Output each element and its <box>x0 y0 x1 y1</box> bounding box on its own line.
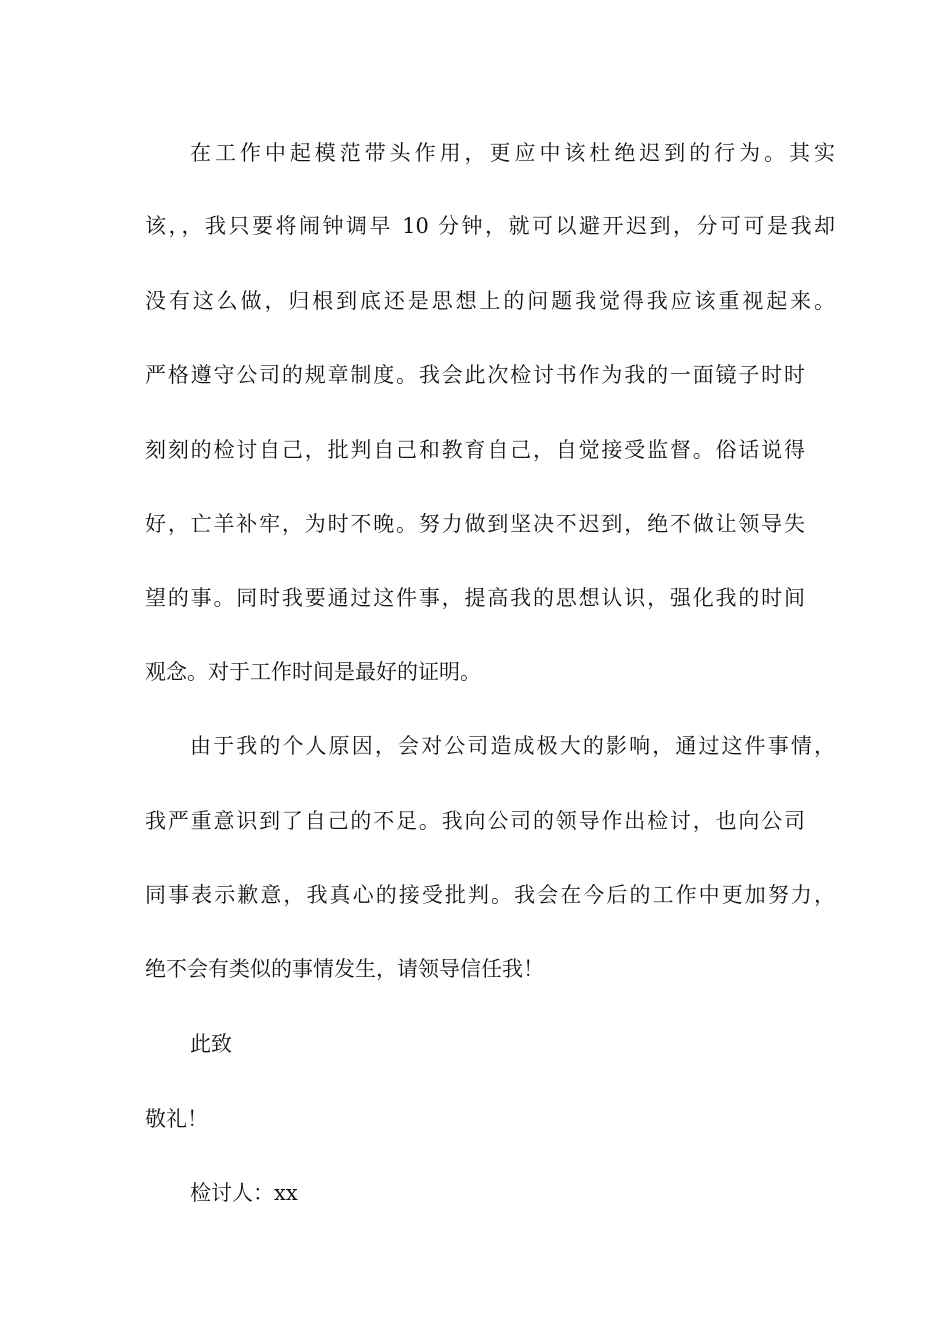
paragraph-1-line-2: 该，，我只要将闹钟调早 10 分钟，就可以避开迟到，分可可是我却 <box>145 214 835 238</box>
salute-text: 敬礼！ <box>145 1107 208 1131</box>
paragraph-1-line-6: 好，亡羊补牢，为时不晚。努力做到坚决不迟到，绝不做让领导失 <box>145 512 805 536</box>
paragraph-2-line-1: 由于我的个人原因，会对公司造成极大的影响，通过这件事情， <box>190 734 835 758</box>
paragraph-1-line-4: 严格遵守公司的规章制度。我会此次检讨书作为我的一面镜子时时 <box>145 363 805 387</box>
paragraph-1-line-1: 在工作中起模范带头作用，更应中该杜绝迟到的行为。其实 <box>190 141 835 165</box>
paragraph-1-line-5: 刻刻的检讨自己，批判自己和教育自己，自觉接受监督。俗话说得 <box>145 438 805 462</box>
closing-text: 此致 <box>190 1032 232 1056</box>
paragraph-1-line-3: 没有这么做，归根到底还是思想上的问题我觉得我应该重视起来。 <box>145 289 835 313</box>
signature-line: 检讨人：xx <box>190 1181 298 1205</box>
paragraph-1-line-7: 望的事。同时我要通过这件事，提高我的思想认识，强化我的时间 <box>145 586 805 610</box>
paragraph-2-line-4: 绝不会有类似的事情发生，请领导信任我！ <box>145 957 544 981</box>
paragraph-2-line-2: 我严重意识到了自己的不足。我向公司的领导作出检讨，也向公司 <box>145 809 805 833</box>
paragraph-2-line-3: 同事表示歉意，我真心的接受批判。我会在今后的工作中更加努力， <box>145 883 835 907</box>
paragraph-1-line-8: 观念。对于工作时间是最好的证明。 <box>145 660 481 684</box>
